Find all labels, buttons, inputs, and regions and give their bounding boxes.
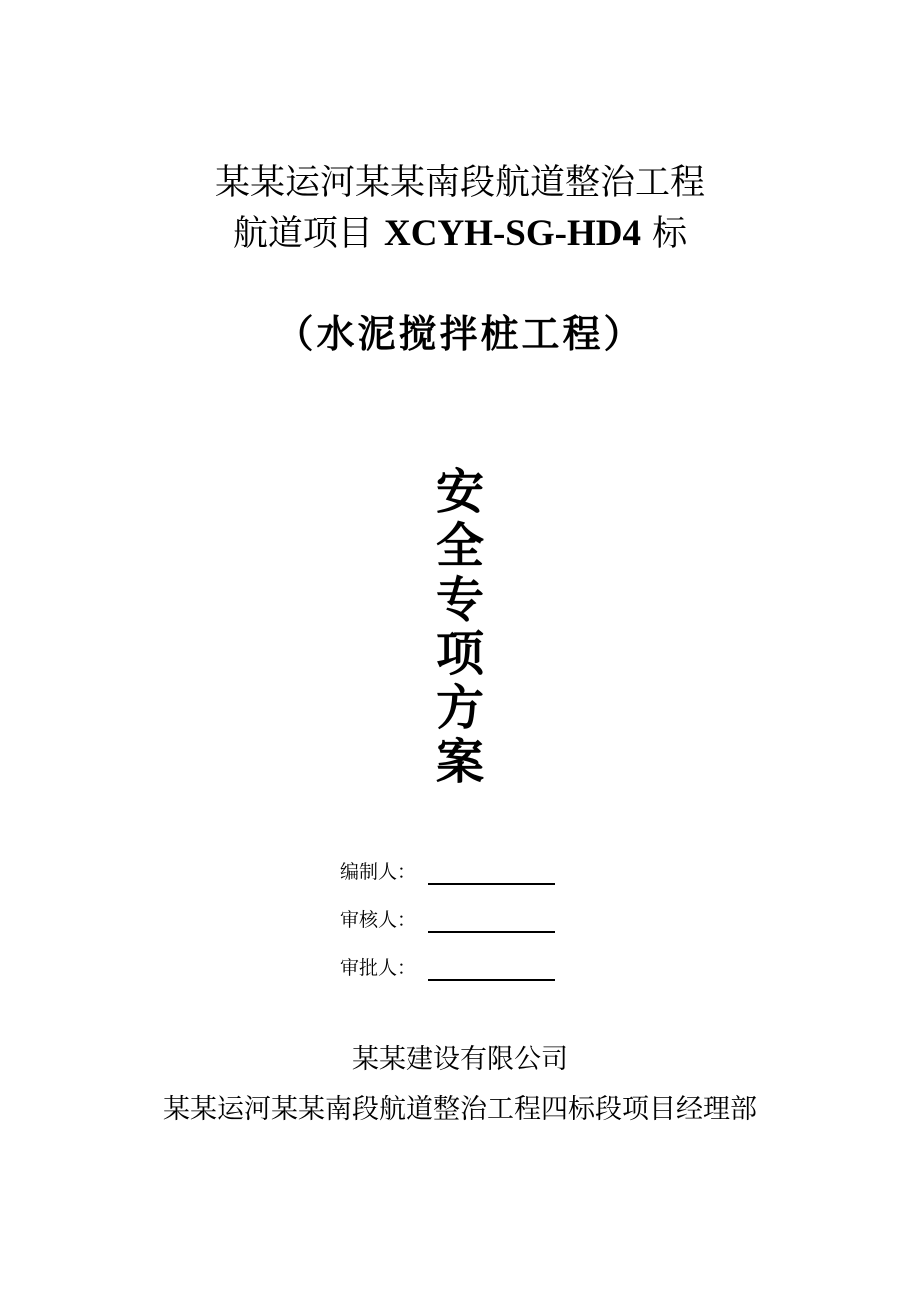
project-department-name: 某某运河某某南段航道整治工程四标段项目经理部 (163, 1094, 757, 1125)
compiler-signature-row (340, 857, 580, 887)
document-title-char: 方 (435, 680, 484, 736)
project-title-line2-prefix: 航道项目 (232, 214, 385, 254)
approver-signature-row (340, 953, 580, 983)
project-title-line2 (0, 211, 920, 257)
document-title-char: 全 (435, 518, 484, 574)
compiler-signature-line (428, 883, 555, 885)
project-title-line1: 某某运河某某南段航道整治工程 (214, 163, 705, 203)
document-title-char: 案 (435, 734, 484, 790)
document-title-char: 项 (435, 626, 484, 682)
work-subtitle: （水泥搅拌桩工程） (275, 311, 645, 356)
document-title-vertical (410, 465, 510, 789)
project-title-line2-suffix: 标 (640, 214, 688, 254)
approver-label: 审批人： (340, 957, 417, 979)
reviewer-label: 审核人： (340, 909, 417, 931)
document-title-char: 专 (435, 572, 484, 628)
company-name: 某某建设有限公司 (352, 1044, 568, 1075)
compiler-label: 编制人： (340, 861, 417, 883)
document-title-char: 安 (435, 464, 484, 520)
bid-section-code: XCYH-SG-HD4 (384, 213, 641, 254)
reviewer-signature-line (428, 931, 555, 933)
approver-signature-line (428, 979, 555, 981)
reviewer-signature-row (340, 905, 580, 935)
